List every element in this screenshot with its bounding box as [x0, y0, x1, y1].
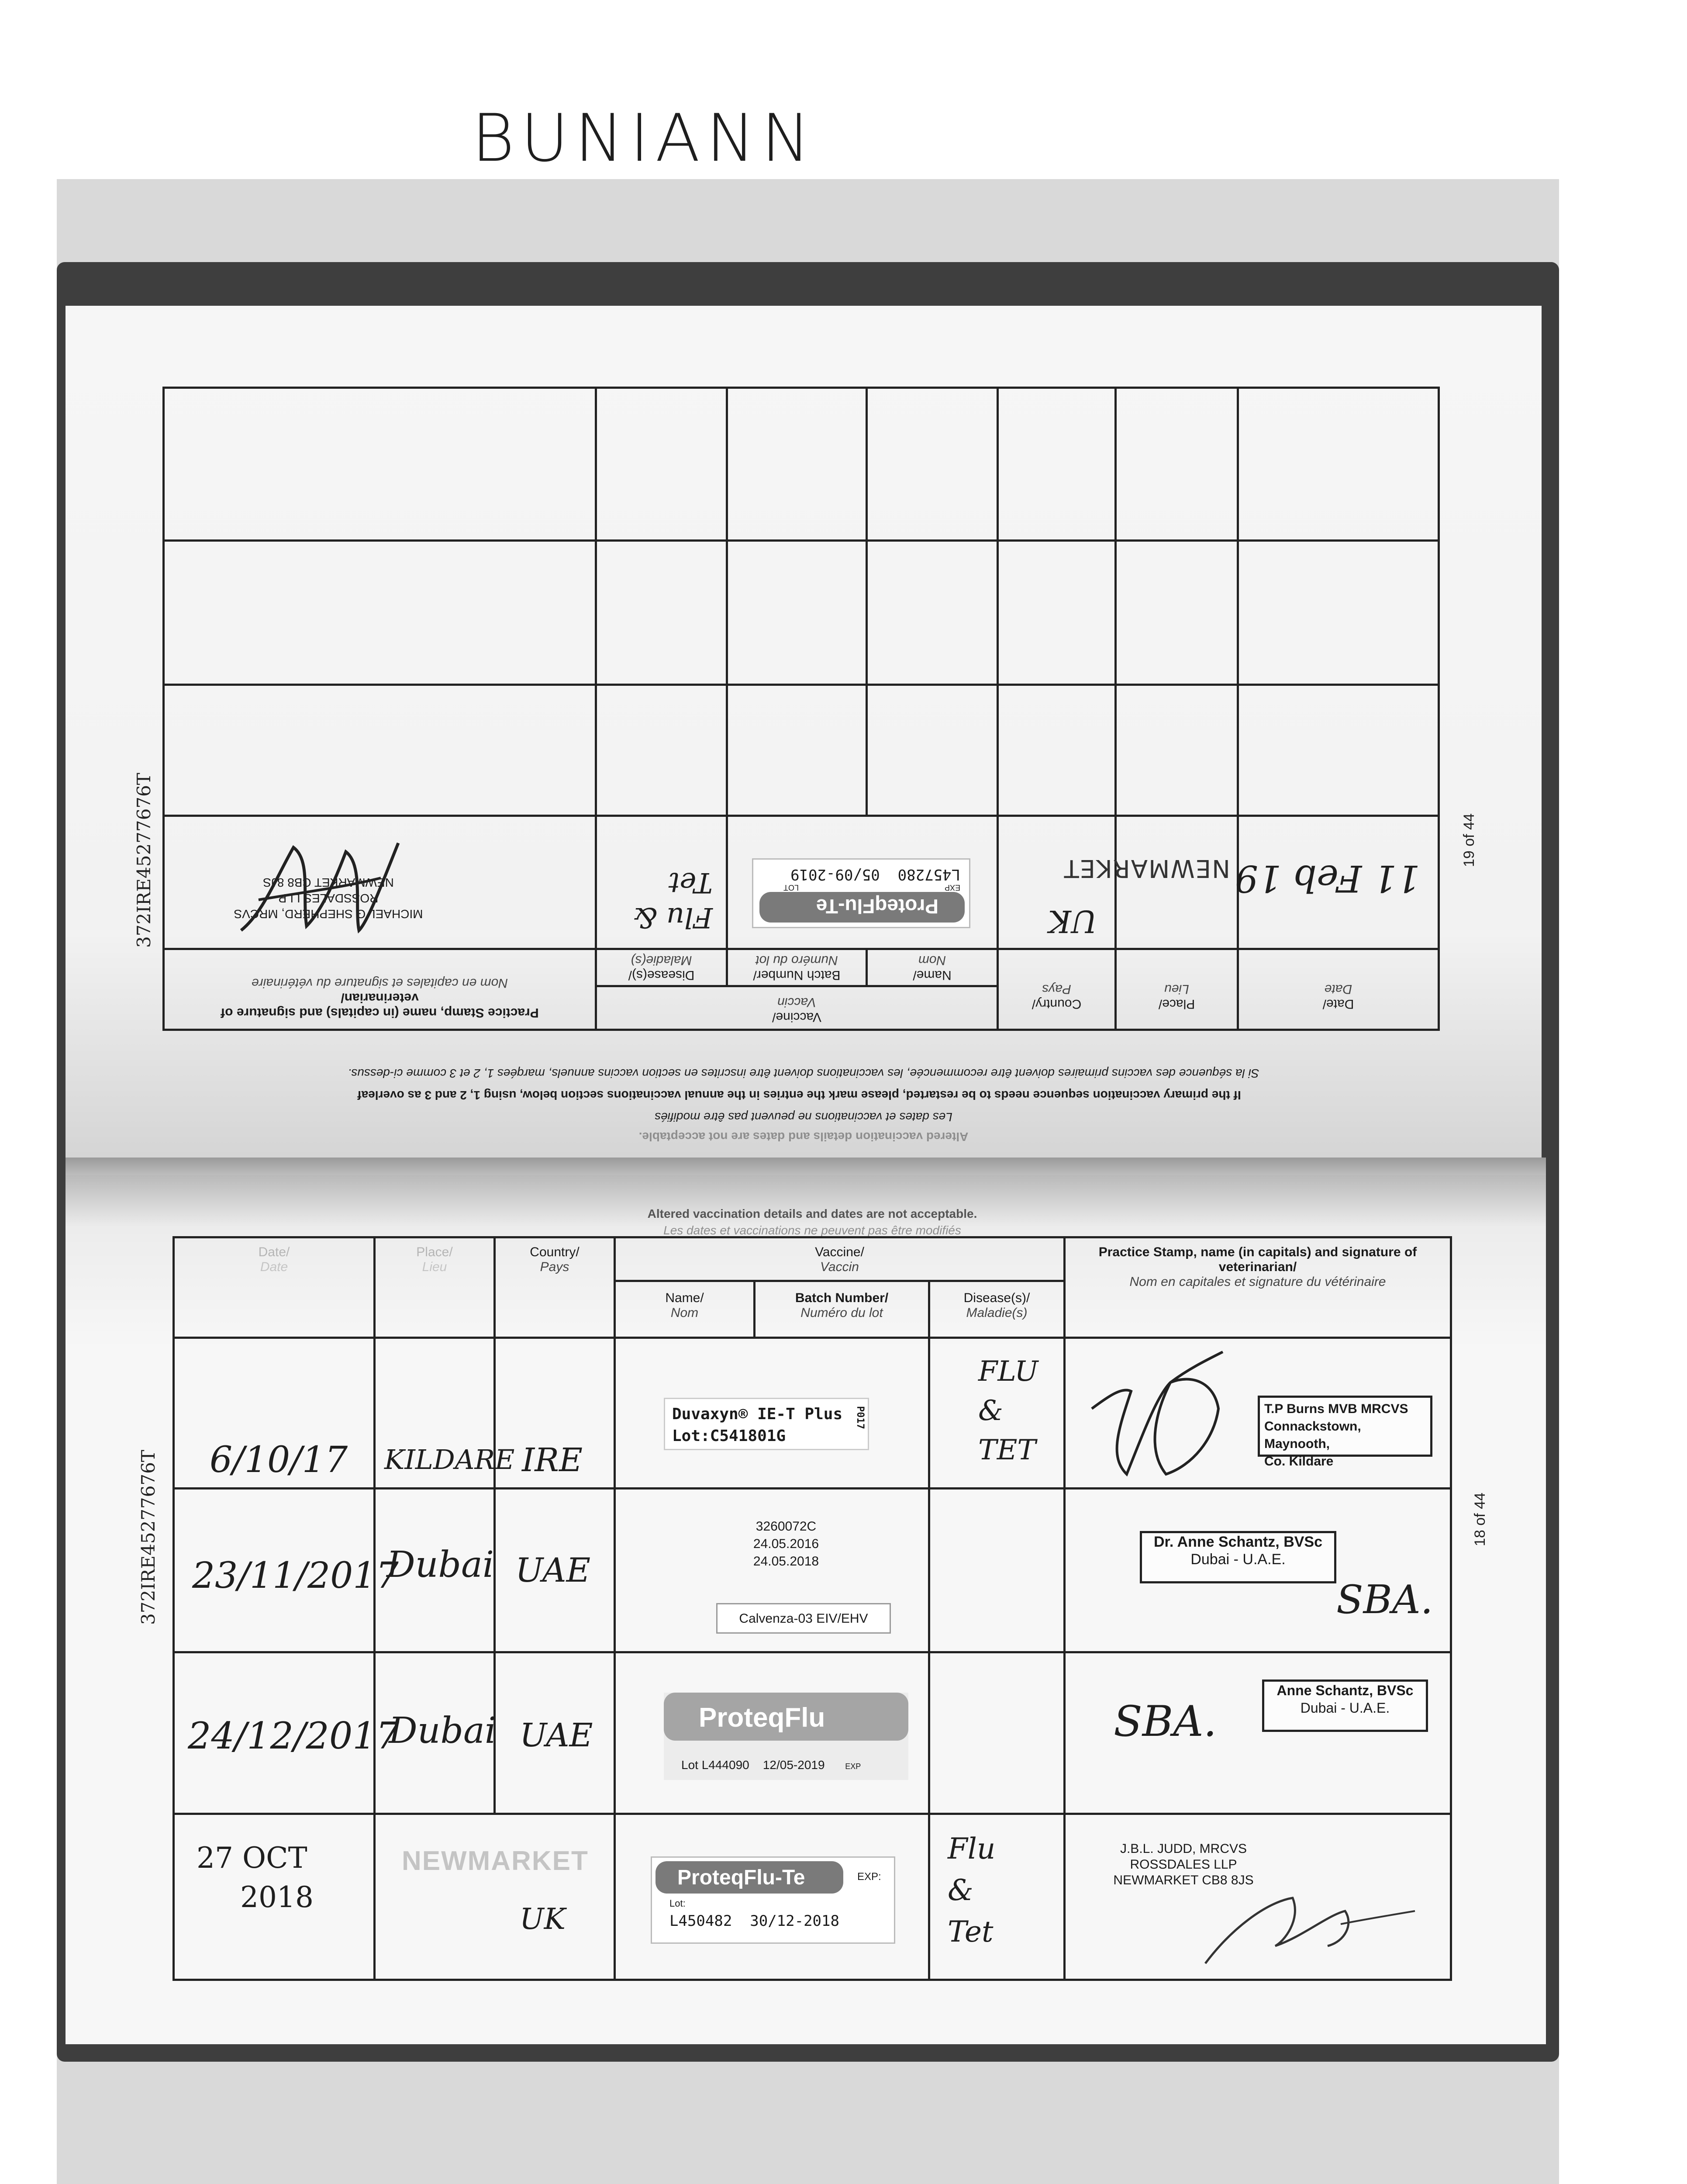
header-date: Date/ Date	[1238, 949, 1439, 1030]
header-disease: Disease(s)/ Maladie(s)	[596, 949, 727, 986]
cell-vaccine-name-batch	[615, 1652, 929, 1814]
header-name: Name/ Nom	[615, 1281, 755, 1338]
header-date: Date/ Date	[174, 1237, 375, 1338]
cell-vet	[1065, 1814, 1451, 1980]
cell-place: Dubai	[375, 1652, 495, 1814]
vaccine-label: ProteqFlu-Te EXP: Lot: L450482 30/12-2018	[651, 1856, 895, 1944]
cell-vaccine-name-batch	[615, 1338, 929, 1489]
vaccine-brand-badge: ProteqFlu-Te	[655, 1861, 843, 1894]
cell-date: 27 OCT 2018	[174, 1814, 375, 1980]
header-place: Place/ Lieu	[375, 1237, 495, 1338]
notice-altered-en-bottom: Altered vaccination details and dates are not acceptable.	[647, 1207, 977, 1220]
vet-signature	[1197, 1876, 1424, 1981]
table-row	[164, 816, 1439, 949]
vaccine-label: ProteqFlu Lot L444090 12/05-2019 EXP	[664, 1693, 908, 1780]
cell-country: IRE	[495, 1338, 615, 1489]
table-row	[164, 541, 1439, 685]
notice-restart-en: If the primary vaccination sequence needs to be restarted, please mark the entries in the annual vaccinations section below, using 1, 2 and 3 as overleaf	[357, 1089, 1241, 1102]
vet-signature	[1083, 1343, 1240, 1483]
cell-vaccine-name-batch	[727, 816, 998, 949]
vaccination-table-top	[162, 387, 1440, 1031]
cell-place: NEWMARKET UK	[375, 1814, 615, 1980]
vet-stamp: J.B.L. JUDD, MRCVS ROSSDALES LLP NEWMARKET CB8 8JS	[1113, 1842, 1254, 1887]
cell-disease: Flu & Tet	[596, 816, 727, 949]
cell-disease	[929, 1489, 1065, 1652]
cell-vaccine-name-batch	[615, 1489, 929, 1652]
handwritten-name-note: BUNIANN	[472, 100, 817, 176]
vaccine-label: Duvaxyn® IE-T Plus Lot:C541801G P017	[664, 1398, 869, 1450]
header-vet: Practice Stamp, name (in capitals) and signature of veterinarian/ Nom en capitales et signature du vétérinaire	[164, 949, 596, 1030]
header-batch: Batch Number/ Numéro du lot	[755, 1281, 929, 1338]
batch-sticker: 3260072C 24.05.2016 24.05.2018	[753, 1519, 819, 1569]
vet-initials: SBA.	[1336, 1577, 1433, 1623]
passport-id-top: 372IRE45277676T	[133, 773, 155, 948]
cell-place: NEWMARKET	[1116, 816, 1238, 949]
vet-stamp: Dr. Anne Schantz, BVSc Dubai - U.A.E.	[1140, 1531, 1336, 1583]
cell-vet	[1065, 1652, 1451, 1814]
vaccine-brand-badge: ProteqFlu	[664, 1693, 908, 1741]
cell-place: Dubai	[375, 1489, 495, 1652]
header-vaccine: Vaccine/ Vaccin	[615, 1237, 1065, 1281]
cell-country: UAE	[495, 1489, 615, 1652]
table-row	[174, 1489, 1451, 1652]
vaccine-label: ProteqFlu-Te EXP LOT L457280 05/09-2019	[752, 858, 970, 928]
header-place: Place/ Lieu	[1116, 949, 1238, 1030]
cell-disease	[929, 1652, 1065, 1814]
vet-stamp: MICHAEL G SHEPHERD, MRCVS ROSSDALES LLP NEWMARKET CB8 8JS	[234, 876, 423, 921]
vaccine-brand-badge: ProteqFlu-Te	[759, 892, 965, 923]
passport-id-bottom: 372IRE45277676T	[138, 1450, 159, 1625]
vet-stamp: T.P Burns MVB MRCVS Connackstown, Maynooth, Co. Kildare	[1258, 1396, 1432, 1457]
header-disease: Disease(s)/ Maladie(s)	[929, 1281, 1065, 1338]
notice-restart-fr: Si la séquence des vaccins primaires doivent être recommencée, les vaccinations doivent être inscrites en section vaccins annuels, marqées 1, 2 et 3 comme ci-dessus.	[348, 1067, 1259, 1080]
notice-altered-en-top: Altered vaccination details and dates are not acceptable.	[638, 1130, 969, 1144]
notice-altered-fr-top: Les dates et vaccinations ne peuvent pas être modifiés	[655, 1110, 952, 1124]
vaccination-table-bottom	[172, 1236, 1452, 1981]
header-name: Name/ Nom	[867, 949, 998, 986]
table-row	[174, 1814, 1451, 1980]
cell-disease: Flu & Tet	[929, 1814, 1065, 1980]
cell-country: UAE	[495, 1652, 615, 1814]
vet-initials: SBA.	[1114, 1697, 1217, 1746]
vet-stamp: Anne Schantz, BVSc Dubai - U.A.E.	[1262, 1679, 1428, 1732]
cell-date: 11 Feb 19	[1238, 816, 1439, 949]
page-number-bottom: 18 of 44	[1472, 1493, 1488, 1546]
cell-place: KILDARE	[375, 1338, 495, 1489]
notice-altered-fr-bottom: Les dates et vaccinations ne peuvent pas être modifiés	[663, 1223, 961, 1237]
cell-vet	[164, 816, 596, 949]
cell-vet	[1065, 1338, 1451, 1489]
vet-signature	[224, 834, 407, 939]
cell-vet	[1065, 1489, 1451, 1652]
cell-country: UK	[998, 816, 1116, 949]
header-vaccine: Vaccine/ Vaccin	[596, 986, 998, 1030]
table-row	[164, 685, 1439, 816]
table-row	[174, 1652, 1451, 1814]
table-row	[164, 388, 1439, 541]
cell-date: 6/10/17	[174, 1338, 375, 1489]
header-country: Country/ Pays	[998, 949, 1116, 1030]
cell-date: 24/12/2017	[174, 1652, 375, 1814]
cell-vaccine-name-batch	[615, 1814, 929, 1980]
cell-disease: FLU & TET	[929, 1338, 1065, 1489]
vaccine-name-sticker: Calvenza-03 EIV/EHV	[716, 1603, 891, 1634]
table-row	[174, 1338, 1451, 1489]
cell-date: 23/11/2017	[174, 1489, 375, 1652]
header-country: Country/ Pays	[495, 1237, 615, 1338]
page-number-top: 19 of 44	[1461, 813, 1477, 867]
header-batch: Batch Number/ Numéro du lot	[727, 949, 867, 986]
header-vet: Practice Stamp, name (in capitals) and signature of veterinarian/ Nom en capitales et signature du vétérinaire	[1065, 1237, 1451, 1338]
